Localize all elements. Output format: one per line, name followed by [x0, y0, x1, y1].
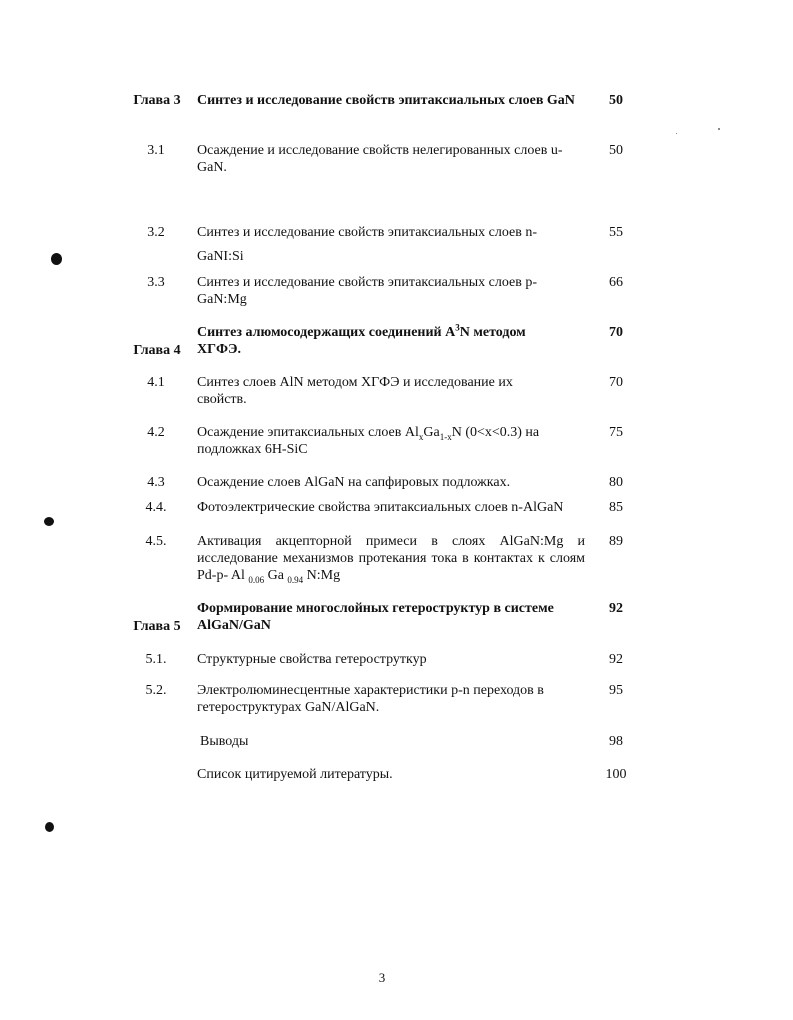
section-title: Электролюминесцентные характеристики p-n переходов в гетероструктурах GaN/AlGaN.: [197, 683, 544, 715]
section-number: 4.1: [147, 375, 165, 390]
page-number: 85: [609, 500, 623, 515]
subscript: 1-x: [439, 431, 452, 442]
chapter-title-superscript: 3: [455, 322, 460, 333]
section-number: 4.4.: [145, 500, 167, 515]
chapter-title: [197, 324, 557, 358]
hole-punch-mark-top: [51, 253, 62, 265]
chapter-label: Глава 5: [133, 619, 181, 634]
page-number: 70: [609, 375, 623, 390]
chapter-title-part: N методом ХГФЭ.: [197, 325, 526, 357]
page-number: 75: [609, 425, 623, 440]
chapter-title: Формирование многослойных гетероструктур в системе AlGaN/GaN: [197, 601, 554, 633]
scan-speck: [676, 133, 677, 134]
hole-punch-mark-bottom: [45, 822, 54, 832]
section-title: Синтез и исследование свойств эпитаксиальных слоев p-GaN:Mg: [197, 275, 538, 307]
footer-page-number: 3: [378, 970, 386, 985]
chapter-title-part: Синтез алюмосодержащих соединений A: [197, 325, 456, 340]
page-number: 66: [609, 275, 623, 290]
section-title: Структурные свойства гетероструткур: [197, 652, 427, 667]
subscript: x: [418, 431, 424, 442]
section-title-part: Ga: [423, 425, 440, 440]
section-title: Синтез слоев AlN методом ХГФЭ и исследование их свойств.: [197, 375, 513, 407]
section-number: 4.3: [147, 475, 165, 490]
subscript: 0.06: [248, 574, 265, 585]
section-title: Фотоэлектрические свойства эпитаксиальных слоев n-AlGaN: [197, 500, 564, 515]
page-number: 89: [609, 534, 623, 549]
section-title: [197, 533, 585, 584]
section-number: 3.2: [147, 225, 165, 240]
page-number: 92: [609, 652, 623, 667]
page-number: 50: [609, 143, 623, 158]
subscript: 0.94: [287, 574, 304, 585]
section-number: 4.5.: [145, 534, 167, 549]
section-title: [197, 424, 567, 458]
section-title-part: N:Mg: [303, 568, 341, 583]
hole-punch-mark-middle: [44, 517, 54, 526]
section-title-part: N (0<x<0.3) на подложках 6H-SiC: [197, 425, 540, 457]
section-title-part: Осаждение эпитаксиальных слоев Al: [197, 425, 419, 440]
section-title-part: Активация акцепторной примеси в слоях AlGaN:Mg и исследование механизмов протекания тока в контактах к слоям Pd-p- Al: [197, 534, 585, 583]
section-number: 3.1: [147, 143, 165, 158]
entry-title: Выводы: [200, 734, 249, 749]
page-number: 80: [609, 475, 623, 490]
section-title: Осаждение слоев AlGaN на сапфировых подложках.: [197, 475, 511, 490]
page-number: 55: [609, 225, 623, 240]
section-title: Осаждение и исследование свойств нелегированных слоев u-GaN.: [197, 143, 563, 175]
section-number: 3.3: [147, 275, 165, 290]
section-title-part: Ga: [264, 568, 288, 583]
chapter-label: Глава 3: [133, 93, 181, 108]
page-number: 92: [609, 601, 623, 616]
entry-title: Список цитируемой литературы.: [197, 767, 393, 782]
chapter-label: Глава 4: [133, 343, 181, 358]
page-number: 50: [609, 93, 623, 108]
section-number: 4.2: [147, 425, 165, 440]
section-number: 5.2.: [145, 683, 167, 698]
page-number: 100: [605, 767, 627, 782]
chapter-title: Синтез и исследование свойств эпитаксиальных слоев GaN: [197, 93, 575, 108]
page-number: 70: [609, 325, 623, 340]
page-number: 95: [609, 683, 623, 698]
section-title-line-2: GaNI:Si: [197, 249, 244, 264]
section-number: 5.1.: [145, 652, 167, 667]
section-title-line-1: Синтез и исследование свойств эпитаксиальных слоев n-: [197, 225, 538, 240]
scan-speck: [718, 128, 720, 130]
page-number: 98: [609, 734, 623, 749]
